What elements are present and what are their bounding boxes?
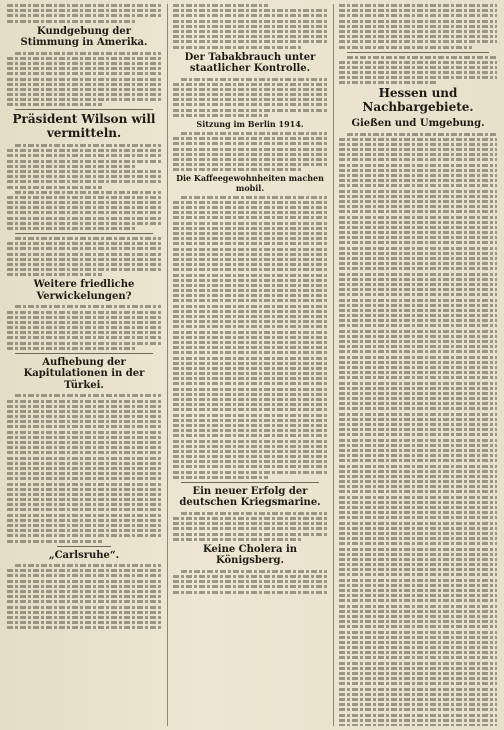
article-body <box>7 144 161 230</box>
headline: Kundgebung der Stimmung in Amerika. <box>20 25 148 49</box>
article-body <box>173 4 327 49</box>
article-body <box>7 394 161 542</box>
article-body <box>173 196 327 479</box>
article-body <box>7 305 161 350</box>
headline: Präsident Wilson will vermitteln. <box>12 112 156 141</box>
subsection-title: Gießen und Umgebung. <box>351 118 485 130</box>
article-body <box>173 132 327 171</box>
article-body <box>7 4 161 23</box>
article-body <box>173 78 327 117</box>
column-2 <box>170 4 330 726</box>
column-1 <box>4 4 164 726</box>
article-body <box>173 570 327 594</box>
article-body <box>339 133 497 726</box>
headline: Der Tabakbrauch unter staatlicher Kontrolle. <box>184 51 316 74</box>
headline: Keine Cholera in Königsberg. <box>202 543 298 567</box>
article-body <box>7 564 161 629</box>
subheadline: Die Kaffeegewohnheiten machen mobil. <box>176 173 324 193</box>
article-body <box>339 56 497 85</box>
column-rule <box>167 4 168 726</box>
article-body <box>7 237 161 276</box>
headline: „Carlsruhe“. <box>48 549 120 561</box>
headline: Aufhebung der Kapitulationen in der Türkei. <box>23 356 145 391</box>
column-rule <box>333 4 334 726</box>
headline: Weitere friedliche Verwickelungen? <box>33 279 135 302</box>
article-body <box>173 512 327 541</box>
headline: Ein neuer Erfolg der deutschen Kriegsmarine. <box>179 485 321 509</box>
section-title: Hessen und Nachbargebiete. <box>362 86 474 115</box>
article-body <box>339 4 497 49</box>
subheadline: Sitzung im Berlin 1914. <box>196 118 304 129</box>
article-body <box>7 52 161 107</box>
column-3 <box>336 4 500 726</box>
